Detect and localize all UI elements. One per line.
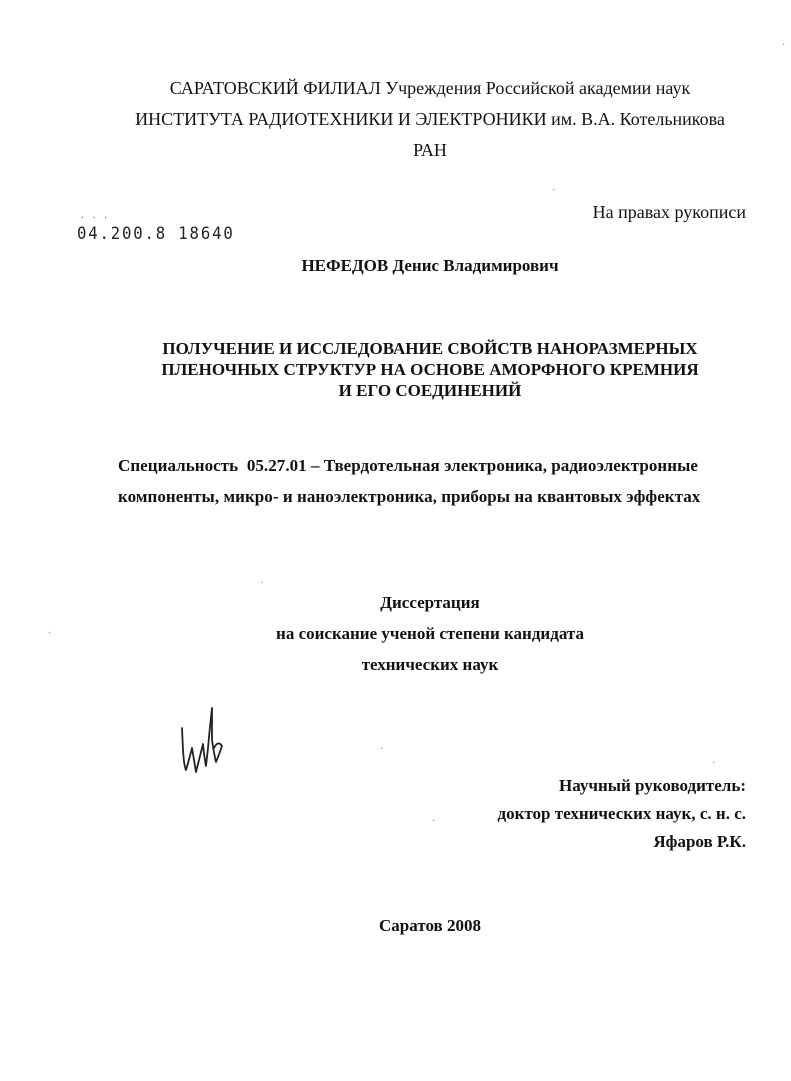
scan-speck: · — [432, 816, 436, 827]
title-line-1: ПОЛУЧЕНИЕ И ИССЛЕДОВАНИЕ СВОЙСТВ НАНОРАЗМЕРНЫХ — [162, 339, 698, 358]
scan-speck: · — [48, 628, 52, 639]
author-name: НЕФЕДОВ Денис Владимирович — [301, 256, 559, 275]
scan-speck: · — [782, 40, 786, 51]
city-year: Саратов 2008 — [379, 916, 481, 935]
scan-speck: · — [712, 758, 716, 769]
specialty-code: 05.27.01 — [246, 456, 307, 475]
supervisor-label: Научный руководитель: — [559, 776, 746, 795]
title-line-2: ПЛЕНОЧНЫХ СТРУКТУР НА ОСНОВЕ АМОРФНОГО КРЕМНИЯ — [161, 360, 699, 379]
dissertation-label: Диссертация — [380, 593, 480, 612]
institution-line-2: ИНСТИТУТА РАДИОТЕХНИКИ И ЭЛЕКТРОНИКИ им. В.А. Котельникова — [135, 109, 725, 129]
institution-line-1: САРАТОВСКИЙ ФИЛИАЛ Учреждения Российской академии наук — [169, 78, 691, 98]
title-line-3: И ЕГО СОЕДИНЕНИЙ — [338, 381, 522, 400]
scan-speck: · — [260, 578, 264, 589]
handwritten-signature — [172, 700, 232, 780]
dissertation-field-line: технических наук — [361, 655, 499, 674]
specialty-label: Специальность — [118, 456, 239, 475]
dissertation-degree-line: на соискание ученой степени кандидата — [276, 624, 584, 643]
supervisor-name: Яфаров Р.К. — [653, 832, 746, 851]
institution-line-3: РАН — [413, 140, 447, 160]
scan-speck: · — [380, 744, 384, 755]
manuscript-note: На правах рукописи — [592, 202, 746, 222]
stamp-mark: · · · — [80, 213, 110, 222]
library-stamp-number: 04.200.8 18640 — [77, 224, 235, 244]
specialty-paragraph — [118, 450, 758, 512]
supervisor-degree: доктор технических наук, с. н. с. — [497, 804, 746, 823]
specialty-text: – Твердотельная электроника, радиоэлектронные компоненты, микро- и наноэлектроника, приборы на квантовых эффектах — [118, 456, 701, 506]
scan-speck: · — [552, 185, 556, 196]
